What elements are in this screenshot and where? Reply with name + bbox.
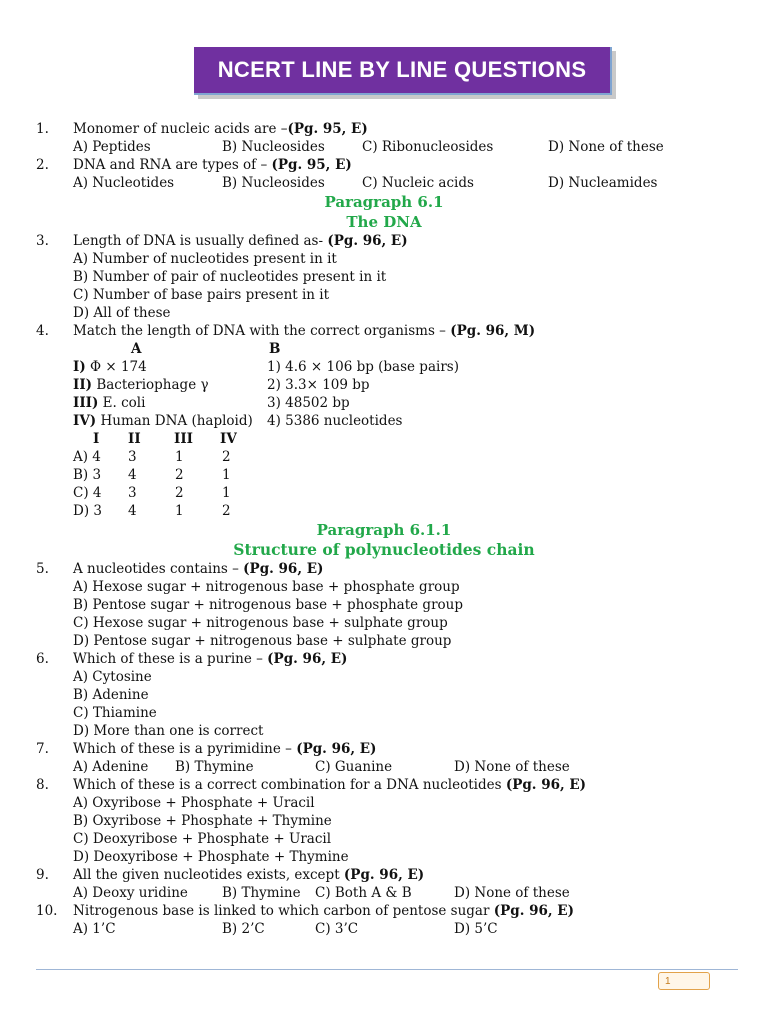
option-c: C) Ribonucleosides: [362, 139, 494, 155]
option-a: A) Deoxy uridine: [73, 885, 188, 901]
answer-grid-header: [0, 430, 768, 448]
question-text: Nitrogenous base is linked to which carbon of pentose sugar (Pg. 96, E): [73, 903, 574, 919]
option-b: B) 2’C: [222, 921, 265, 937]
match-item-b: 3) 48502 bp: [267, 395, 350, 411]
options-row: [0, 920, 768, 938]
question-9: [0, 866, 768, 884]
match-item-a: III) E. coli: [73, 395, 146, 411]
page-reference: (Pg. 96, E): [327, 233, 408, 249]
footer-divider: [36, 969, 738, 970]
answer-option: B) 3 4 2 1: [73, 467, 231, 483]
question-number: 10.: [36, 903, 58, 919]
match-column-headers: [0, 340, 768, 358]
option-a: A) Nucleotides: [73, 175, 175, 191]
question-5: [0, 560, 768, 578]
question-number: 9.: [36, 867, 49, 883]
page-reference: (Pg. 96, E): [505, 777, 587, 793]
question-7: [0, 740, 768, 758]
options-row: [0, 174, 768, 192]
question-text: DNA and RNA are types of – (Pg. 95, E): [73, 157, 352, 173]
page-reference: (Pg. 95, E): [287, 121, 368, 137]
question-number: 1.: [36, 121, 49, 137]
column-b-header: B: [269, 341, 281, 357]
section-heading: Paragraph 6.1: [324, 193, 444, 211]
head-iii: III: [174, 431, 193, 447]
option-c: C) Both A & B: [315, 885, 412, 901]
question-text: Which of these is a pyrimidine – (Pg. 96, E): [73, 741, 377, 757]
question-number: 6.: [36, 651, 49, 667]
option-d: D) None of these: [454, 759, 570, 775]
head-i: I: [93, 431, 100, 447]
match-row: [0, 394, 768, 412]
option-b: B) Number of pair of nucleotides present in it: [73, 269, 387, 285]
option-d: D) All of these: [73, 305, 171, 321]
option-c: C) Guanine: [315, 759, 393, 775]
option-d: D) Pentose sugar + nitrogenous base + sulphate group: [73, 633, 452, 649]
option-d: D) Nucleamides: [548, 175, 658, 191]
match-item-b: 1) 4.6 × 106 bp (base pairs): [267, 359, 459, 375]
head-iv: IV: [220, 431, 237, 447]
option-a: A) Adenine: [73, 759, 149, 775]
option-c: C) Number of base pairs present in it: [73, 287, 330, 303]
answer-option: D) 3 4 1 2: [73, 503, 231, 519]
question-text: Length of DNA is usually defined as- (Pg. 96, E): [73, 233, 408, 249]
question-text: A nucleotides contains – (Pg. 96, E): [73, 561, 324, 577]
question-number: 2.: [36, 157, 49, 173]
option-a: A) Hexose sugar + nitrogenous base + phosphate group: [73, 579, 460, 595]
question-6: [0, 650, 768, 668]
page-number: 1: [658, 972, 710, 990]
match-row: [0, 358, 768, 376]
option-c: C) Nucleic acids: [362, 175, 474, 191]
question-text: Monomer of nucleic acids are –(Pg. 95, E): [73, 121, 368, 137]
option-d: D) 5’C: [454, 921, 498, 937]
option-b: B) Adenine: [73, 687, 149, 703]
question-text: Which of these is a purine – (Pg. 96, E): [73, 651, 348, 667]
column-a-header: A: [131, 341, 142, 357]
question-10: [0, 902, 768, 920]
option-b: B) Nucleosides: [222, 139, 325, 155]
head-ii: II: [128, 431, 141, 447]
option-c: C) Thiamine: [73, 705, 157, 721]
option-b: B) Nucleosides: [222, 175, 325, 191]
option-c: C) Deoxyribose + Phosphate + Uracil: [73, 831, 332, 847]
question-text: Match the length of DNA with the correct organisms – (Pg. 96, M): [73, 323, 536, 339]
match-item-a: II) Bacteriophage γ: [73, 377, 209, 393]
page-reference: (Pg. 96, E): [296, 741, 377, 757]
option-a: A) Number of nucleotides present in it: [73, 251, 337, 267]
answer-option: A) 4 3 1 2: [73, 449, 231, 465]
question-4: [0, 322, 768, 340]
options-row: [0, 758, 768, 776]
question-text: Which of these is a correct combination for a DNA nucleotides (Pg. 96, E): [73, 777, 587, 793]
page-reference: (Pg. 96, E): [493, 903, 574, 919]
section-heading: Paragraph 6.1.1: [316, 521, 452, 539]
match-item-a: I) Φ × 174: [73, 359, 147, 375]
question-number: 4.: [36, 323, 49, 339]
question-text: All the given nucleotides exists, except (Pg. 96, E): [73, 867, 425, 883]
option-b: B) Oxyribose + Phosphate + Thymine: [73, 813, 332, 829]
page-reference: (Pg. 96, E): [267, 651, 348, 667]
match-item-a: IV) Human DNA (haploid): [73, 413, 253, 429]
question-3: [0, 232, 768, 250]
option-c: C) Hexose sugar + nitrogenous base + sulphate group: [73, 615, 448, 631]
option-a: A) Cytosine: [73, 669, 152, 685]
option-c: C) 3’C: [315, 921, 359, 937]
option-a: A) Oxyribose + Phosphate + Uracil: [73, 795, 315, 811]
match-item-b: 4) 5386 nucleotides: [267, 413, 403, 429]
question-list: [0, 120, 768, 938]
option-d: D) Deoxyribose + Phosphate + Thymine: [73, 849, 349, 865]
match-item-b: 2) 3.3× 109 bp: [267, 377, 370, 393]
question-8: [0, 776, 768, 794]
page-banner: NCERT LINE BY LINE QUESTIONS: [194, 47, 612, 95]
option-a: A) Peptides: [73, 139, 151, 155]
page-reference: (Pg. 96, M): [450, 323, 536, 339]
question-number: 3.: [36, 233, 49, 249]
options-row: [0, 138, 768, 156]
option-d: D) More than one is correct: [73, 723, 264, 739]
page-reference: (Pg. 96, E): [243, 561, 324, 577]
page-reference: (Pg. 96, E): [343, 867, 425, 883]
question-2: [0, 156, 768, 174]
option-d: D) None of these: [548, 139, 664, 155]
section-subheading: Structure of polynucleotides chain: [233, 540, 535, 559]
question-1: [0, 120, 768, 138]
option-b: B) Pentose sugar + nitrogenous base + phosphate group: [73, 597, 463, 613]
match-row: [0, 376, 768, 394]
match-row: [0, 412, 768, 430]
answer-option: C) 4 3 2 1: [73, 485, 231, 501]
option-b: B) Thymine: [222, 885, 301, 901]
section-subheading: The DNA: [346, 213, 422, 231]
option-a: A) 1’C: [73, 921, 116, 937]
option-d: D) None of these: [454, 885, 570, 901]
options-row: [0, 884, 768, 902]
option-b: B) Thymine: [175, 759, 254, 775]
page-reference: (Pg. 95, E): [271, 157, 352, 173]
question-number: 8.: [36, 777, 49, 793]
question-number: 7.: [36, 741, 49, 757]
question-number: 5.: [36, 561, 49, 577]
